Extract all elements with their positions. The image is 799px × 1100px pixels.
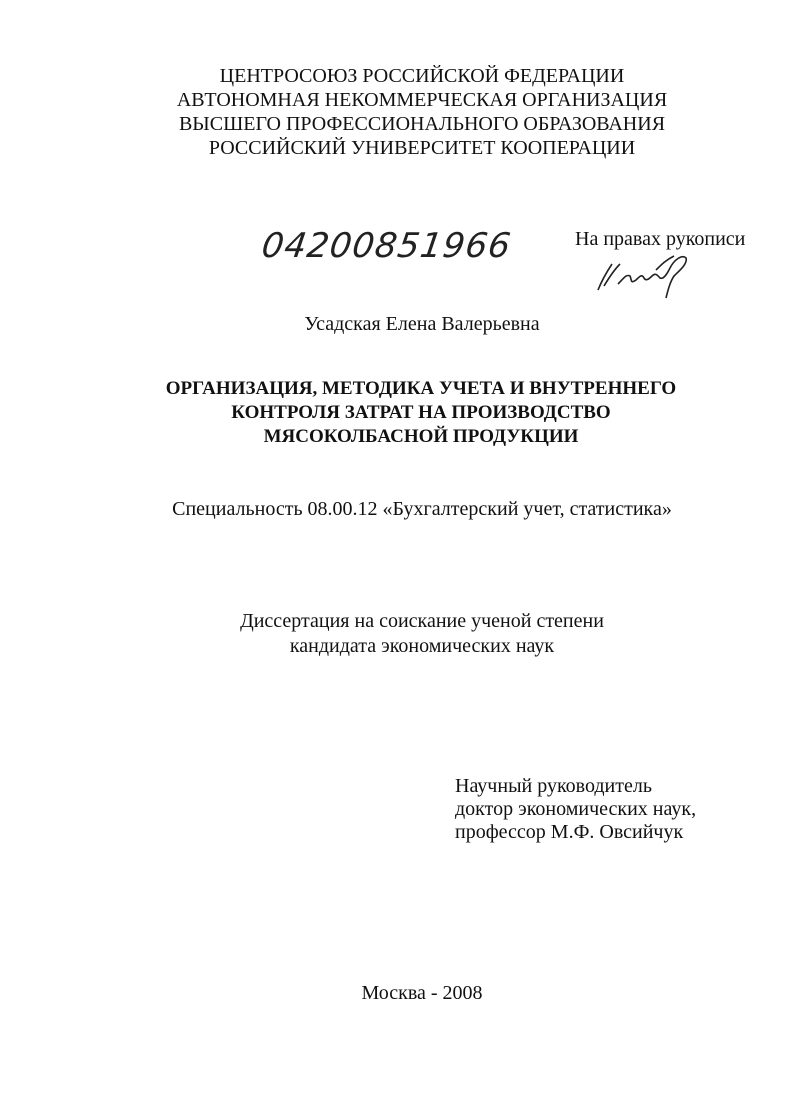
specialty: Специальность 08.00.12 «Бухгалтерский учет, статистика» [172, 498, 672, 520]
author-name: Усадская Елена Валерьевна [304, 313, 540, 335]
title-line: ОРГАНИЗАЦИЯ, МЕТОДИКА УЧЕТА И ВНУТРЕННЕГО [165, 378, 677, 399]
signature-icon [590, 250, 700, 300]
supervisor-line: Научный руководитель [455, 775, 652, 797]
supervisor-line: профессор М.Ф. Овсийчук [455, 821, 684, 843]
title-line: МЯСОКОЛБАСНОЙ ПРОДУКЦИИ [263, 426, 579, 447]
degree-line: кандидата экономических наук [289, 635, 555, 657]
registry-number: 04200851966 [259, 226, 514, 266]
header-line: РОССИЙСКИЙ УНИВЕРСИТЕТ КООПЕРАЦИИ [208, 137, 636, 159]
header-line: ВЫСШЕГО ПРОФЕССИОНАЛЬНОГО ОБРАЗОВАНИЯ [178, 113, 666, 135]
manuscript-note: На правах рукописи [575, 228, 746, 250]
degree-line: Диссертация на соискание ученой степени [240, 610, 604, 632]
header-line: ЦЕНТРОСОЮЗ РОССИЙСКОЙ ФЕДЕРАЦИИ [219, 65, 625, 87]
header-line: АВТОНОМНАЯ НЕКОММЕРЧЕСКАЯ ОРГАНИЗАЦИЯ [176, 89, 668, 111]
supervisor-line: доктор экономических наук, [455, 798, 697, 820]
city-year: Москва - 2008 [361, 982, 483, 1004]
title-line: КОНТРОЛЯ ЗАТРАТ НА ПРОИЗВОДСТВО [231, 402, 611, 423]
